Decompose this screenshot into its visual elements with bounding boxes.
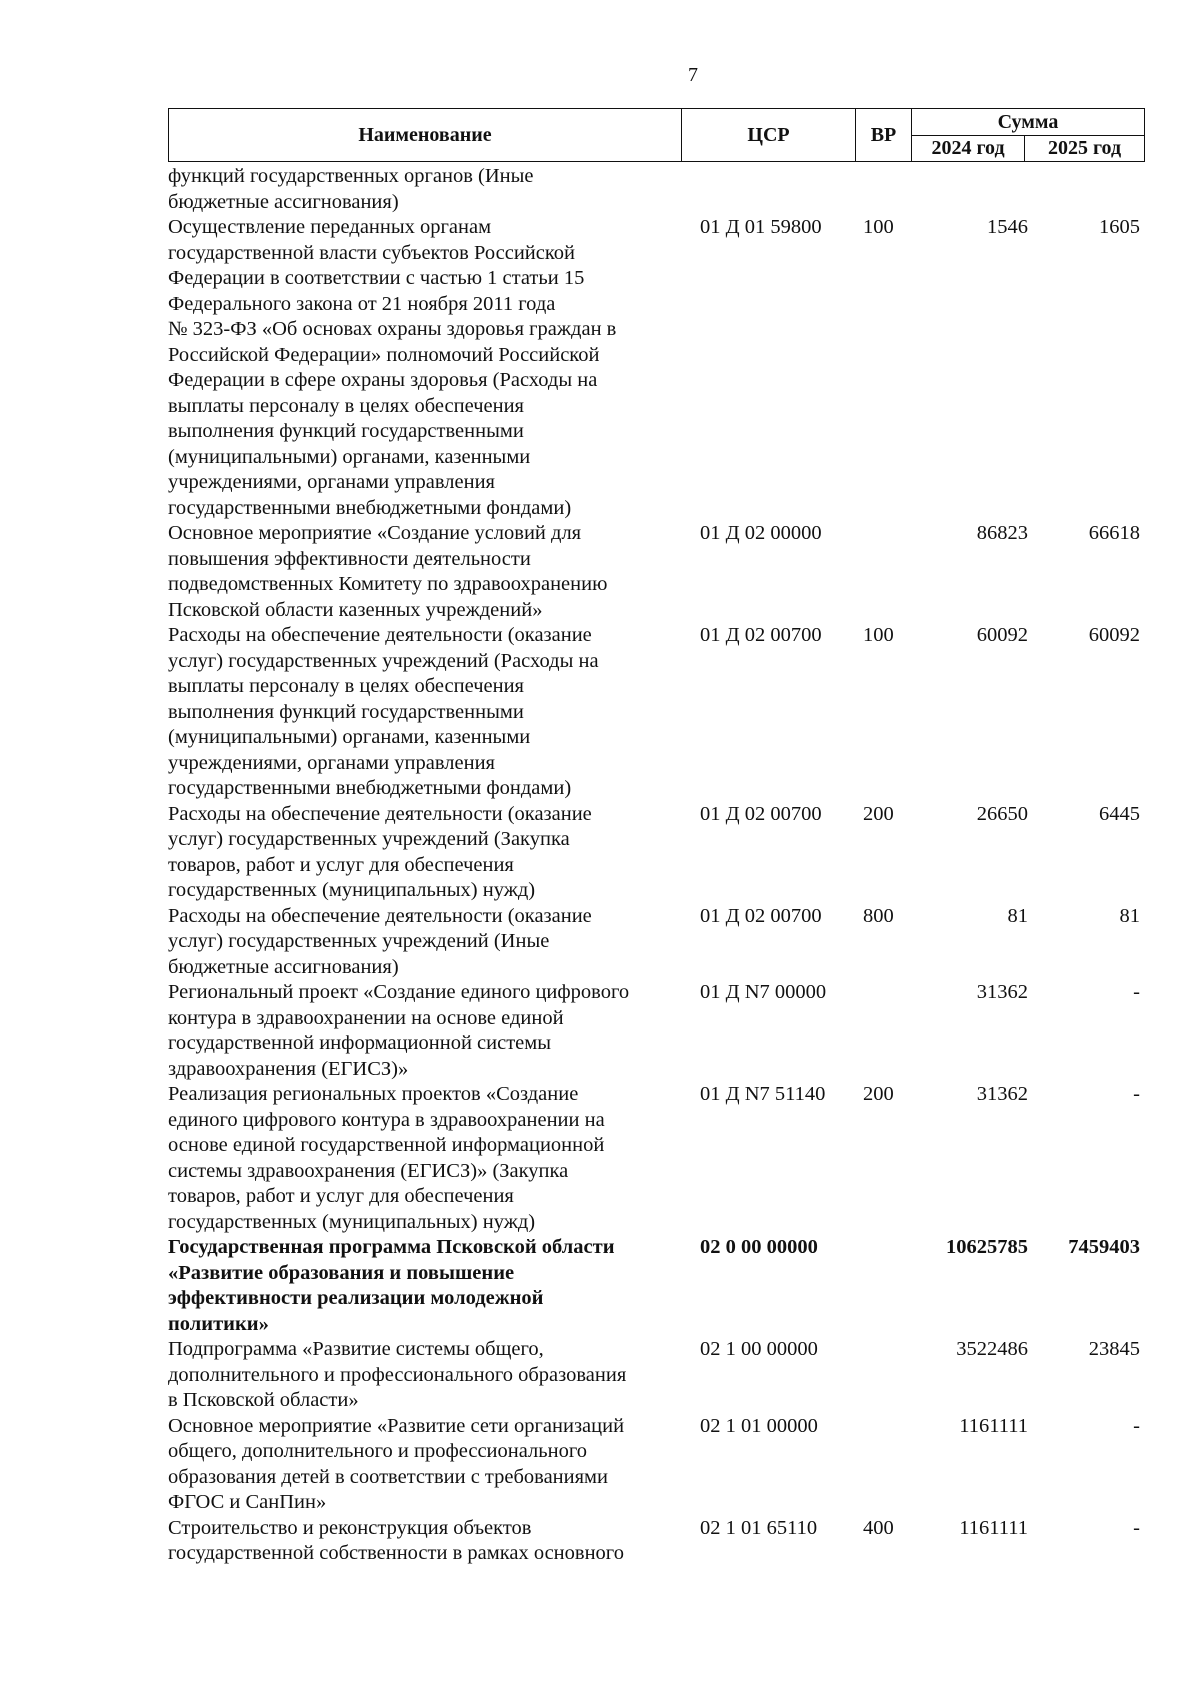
- row-name-line: Расходы на обеспечение деятельности (оказание: [168, 802, 592, 825]
- table-row: [168, 521, 1144, 623]
- row-sum-2024: 1546: [987, 216, 1028, 238]
- row-name: [168, 802, 678, 904]
- row-name-line: политики»: [168, 1312, 269, 1335]
- row-csr: 01 Д N7 00000: [700, 981, 827, 1003]
- row-name-line: государственной информационной системы: [168, 1032, 552, 1054]
- table-row: [168, 1516, 1144, 1567]
- row-name-line: дополнительного и профессионального образования: [168, 1363, 627, 1386]
- row-sum-2024: 10625785: [946, 1236, 1028, 1258]
- row-sum-2025: 6445: [1099, 802, 1140, 825]
- row-name-line: функций государственных органов (Иные: [168, 165, 534, 187]
- row-name-line: услуг) государственных учреждений (Иные: [168, 930, 550, 952]
- row-name-line: государственных (муниципальных) нужд): [168, 879, 536, 901]
- row-sum-2024: 86823: [976, 522, 1028, 544]
- row-name-line: государственными внебюджетными фондами): [168, 777, 572, 799]
- row-name-line: контура в здравоохранении на основе единой: [168, 1006, 564, 1029]
- row-name: [168, 521, 678, 623]
- row-csr: 01 Д 02 00700: [700, 904, 822, 927]
- row-name-line: учреждениями, органами управления: [168, 751, 495, 774]
- row-sum-2025: 23845: [1088, 1338, 1140, 1360]
- row-csr: 02 1 01 65110: [700, 1516, 818, 1539]
- row-vr: 400: [863, 1516, 894, 1539]
- row-name-line: бюджетные ассигнования): [168, 955, 399, 978]
- table-row: [168, 1337, 1144, 1414]
- row-name: [168, 1082, 678, 1235]
- page-number: 7: [688, 64, 698, 86]
- row-vr: 200: [863, 1083, 894, 1105]
- table-row: [168, 215, 1144, 521]
- header-year-2025: 2025 год: [1025, 135, 1145, 162]
- table-row: [168, 1082, 1144, 1235]
- row-name-line: Основное мероприятие «Развитие сети организаций: [168, 1414, 625, 1437]
- row-name-line: товаров, работ и услуг для обеспечения: [168, 1185, 514, 1207]
- row-sum-2024: 60092: [976, 624, 1028, 646]
- row-sum-2025: -: [1133, 1083, 1140, 1105]
- row-name: [168, 1235, 678, 1337]
- row-sum-2024: 81: [1007, 904, 1028, 927]
- row-name-line: государственной власти субъектов Российской: [168, 241, 576, 264]
- row-name-line: Региональный проект «Создание единого цифрового: [168, 981, 630, 1003]
- row-name: [168, 1337, 678, 1414]
- row-name-line: Расходы на обеспечение деятельности (оказание: [168, 624, 592, 646]
- row-vr: 100: [863, 624, 894, 646]
- row-name-line: выплаты персоналу в целях обеспечения: [168, 675, 524, 697]
- row-name-line: выплаты персоналу в целях обеспечения: [168, 394, 524, 417]
- row-name-line: здравоохранения (ЕГИСЗ)»: [168, 1057, 409, 1080]
- row-name-line: выполнения функций государственными: [168, 700, 524, 723]
- header-csr: ЦСР: [682, 109, 856, 162]
- row-vr: 200: [863, 802, 894, 825]
- row-name: [168, 215, 678, 521]
- row-sum-2024: 1161111: [959, 1516, 1028, 1539]
- row-name-line: общего, дополнительного и профессионального: [168, 1440, 587, 1462]
- row-sum-2025: -: [1133, 1414, 1140, 1437]
- row-name-line: (муниципальными) органами, казенными: [168, 445, 531, 468]
- header-sum: Сумма: [912, 109, 1145, 136]
- row-sum-2024: 26650: [976, 802, 1028, 825]
- row-vr: 800: [863, 904, 894, 927]
- row-name-line: единого цифрового контура в здравоохранении на: [168, 1108, 605, 1131]
- row-name-line: в Псковской области»: [168, 1389, 359, 1411]
- row-name-line: государственных (муниципальных) нужд): [168, 1210, 536, 1233]
- row-name-line: «Развитие образования и повышение: [168, 1261, 515, 1284]
- row-sum-2024: 3522486: [956, 1338, 1028, 1360]
- header-vr: ВР: [856, 109, 912, 162]
- row-name-line: Строительство и реконструкция объектов: [168, 1516, 532, 1539]
- row-name-line: Федерального закона от 21 ноября 2011 года: [168, 292, 556, 315]
- row-csr: 01 Д 02 00700: [700, 624, 822, 646]
- row-name-line: Государственная программа Псковской области: [168, 1236, 615, 1258]
- row-csr: 01 Д 02 00700: [700, 802, 822, 825]
- row-name-line: услуг) государственных учреждений (Расходы на: [168, 649, 599, 672]
- row-name-line: государственной собственности в рамках основного: [168, 1542, 624, 1564]
- row-name-line: Федерации в соответствии с частью 1 статьи 15: [168, 267, 585, 289]
- row-sum-2025: -: [1133, 1516, 1140, 1539]
- row-name-line: повышения эффективности деятельности: [168, 547, 531, 570]
- row-name: [168, 904, 678, 981]
- row-csr: 02 0 00 00000: [700, 1236, 818, 1258]
- row-name: [168, 623, 678, 802]
- table-row: [168, 623, 1144, 802]
- row-name-line: Основное мероприятие «Создание условий для: [168, 522, 582, 544]
- row-name-line: Реализация региональных проектов «Создание: [168, 1083, 579, 1105]
- table-row: [168, 802, 1144, 904]
- row-name-line: основе единой государственной информационной: [168, 1134, 605, 1156]
- row-name-line: подведомственных Комитету по здравоохранению: [168, 573, 608, 595]
- row-name-line: № 323-ФЗ «Об основах охраны здоровья граждан в: [168, 318, 617, 340]
- row-name-line: товаров, работ и услуг для обеспечения: [168, 853, 514, 876]
- row-name-line: Осуществление переданных органам: [168, 216, 492, 238]
- row-name: [168, 980, 678, 1082]
- row-name-line: Расходы на обеспечение деятельности (оказание: [168, 904, 592, 927]
- row-name: [168, 1414, 678, 1516]
- table-row: [168, 980, 1144, 1082]
- row-name-line: (муниципальными) органами, казенными: [168, 726, 531, 748]
- row-csr: 02 1 01 00000: [700, 1414, 818, 1437]
- row-csr: 01 Д 02 00000: [700, 522, 822, 544]
- row-name-line: бюджетные ассигнования): [168, 190, 399, 213]
- row-name-line: Российской Федерации» полномочий Российской: [168, 343, 600, 366]
- header-grid: [168, 108, 1145, 162]
- row-name-line: учреждениями, органами управления: [168, 471, 495, 493]
- row-sum-2024: 1161111: [959, 1414, 1028, 1437]
- row-name-line: Федерации в сфере охраны здоровья (Расходы на: [168, 369, 598, 391]
- table-row: [168, 1235, 1144, 1337]
- row-name-line: образования детей в соответствии с требованиями: [168, 1465, 608, 1488]
- row-name: [168, 1516, 678, 1567]
- row-sum-2025: 81: [1119, 904, 1140, 927]
- row-name-line: Подпрограмма «Развитие системы общего,: [168, 1338, 544, 1360]
- header-year-2024: 2024 год: [912, 135, 1025, 162]
- table-body: [168, 164, 1144, 1567]
- table-row: [168, 164, 1144, 215]
- row-name-line: эффективности реализации молодежной: [168, 1287, 544, 1309]
- table-row: [168, 1414, 1144, 1516]
- row-sum-2024: 31362: [976, 1083, 1028, 1105]
- row-csr: 02 1 00 00000: [700, 1338, 818, 1360]
- row-sum-2025: 1605: [1099, 216, 1140, 238]
- row-csr: 01 Д 01 59800: [700, 216, 822, 238]
- row-sum-2024: 31362: [976, 981, 1028, 1003]
- table-row: [168, 904, 1144, 981]
- header-name: Наименование: [169, 109, 682, 162]
- row-sum-2025: 66618: [1088, 522, 1140, 544]
- row-sum-2025: 60092: [1088, 624, 1140, 646]
- row-name-line: Псковской области казенных учреждений»: [168, 598, 543, 621]
- row-name-line: системы здравоохранения (ЕГИСЗ)» (Закупка: [168, 1159, 569, 1182]
- row-name-line: государственными внебюджетными фондами): [168, 496, 572, 519]
- row-name: [168, 164, 678, 215]
- row-vr: 100: [863, 216, 894, 238]
- table-header: [168, 108, 1144, 162]
- row-name-line: ФГОС и СанПин»: [168, 1491, 327, 1513]
- row-name-line: услуг) государственных учреждений (Закупка: [168, 828, 570, 850]
- row-sum-2025: 7459403: [1068, 1236, 1140, 1258]
- row-csr: 01 Д N7 51140: [700, 1083, 826, 1105]
- row-sum-2025: -: [1133, 981, 1140, 1003]
- row-name-line: выполнения функций государственными: [168, 420, 524, 442]
